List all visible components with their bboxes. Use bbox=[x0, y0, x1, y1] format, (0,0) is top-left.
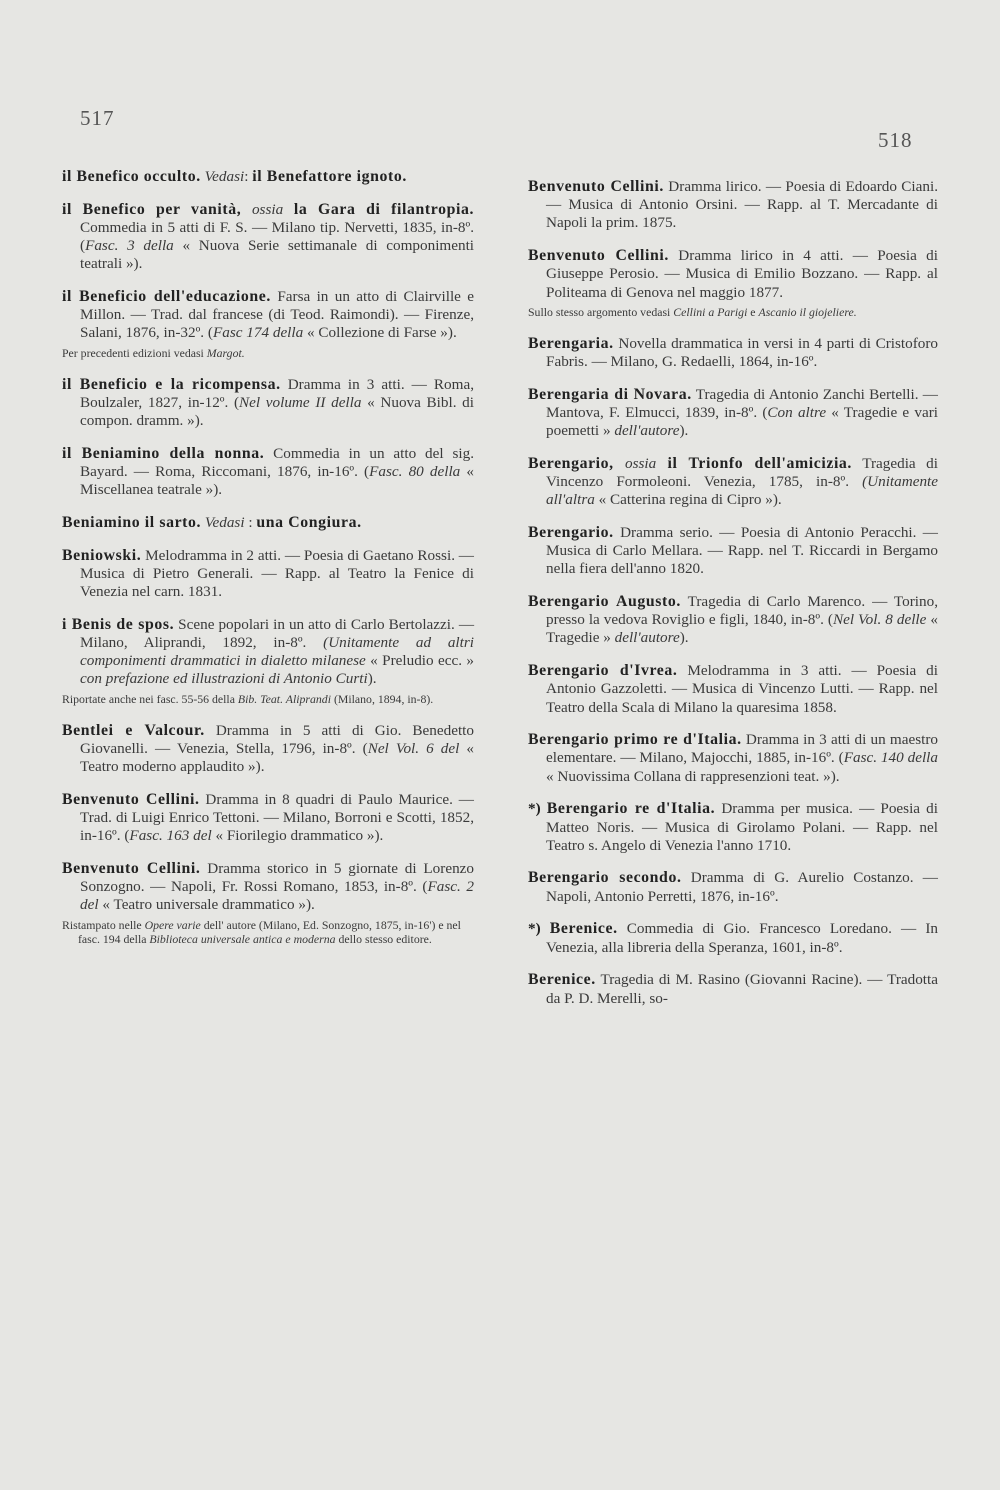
entry-text: Per precedenti edizioni vedasi bbox=[62, 346, 207, 361]
entry-title: Berengario d'Ivrea. bbox=[528, 662, 678, 680]
entry-title: Benvenuto Cellini. bbox=[528, 247, 669, 265]
catalog-entry bbox=[62, 616, 474, 689]
italic-text: Fasc 174 della bbox=[212, 324, 304, 342]
italic-text: Nel volume II della bbox=[239, 393, 362, 411]
entry-text: Melodramma in 2 atti. — Poesia di Gaetano Rossi. — Musica di Pietro Generali. — Rapp. al Teatro la Fenice di Venezia nel carn. 1831. bbox=[80, 546, 474, 601]
catalog-entry bbox=[528, 971, 938, 1007]
italic-text: (Unitamente ad altri componimenti drammatici in dialetto milanese bbox=[80, 633, 475, 670]
italic-text: Fasc. 163 del bbox=[129, 827, 212, 845]
italic-text: (Unitamente all'altra bbox=[546, 473, 938, 509]
entry-text: « Tragedie e vari poemetti » bbox=[546, 403, 938, 440]
entry-title: Beniamino il sarto. bbox=[62, 513, 202, 531]
entry-text: Farsa in un atto di Clairville e Millon. — Trad. dal francese (di Teod. Raimondi). — Firenze, Salani, 1876, in-32º. ( bbox=[80, 288, 475, 342]
italic-text: dell'autore bbox=[614, 422, 680, 440]
entry-title: Berengario primo re d'Italia. bbox=[528, 731, 742, 749]
entry-text: « Teatro universale drammatico »). bbox=[98, 896, 315, 914]
italic-text: Biblioteca universale antica e moderna bbox=[149, 931, 336, 946]
entry-title: una Congiura. bbox=[256, 513, 362, 531]
entry-text: ). bbox=[679, 422, 689, 440]
entry-text: Dramma per musica. — Poesia di Matteo Noris. — Musica di Girolamo Polani. — Rapp. nel Teatro s. Angelo di Venezia l'anno 1710. bbox=[546, 800, 938, 854]
entry-title: Berengario, bbox=[528, 454, 625, 472]
italic-text: Vedasi bbox=[204, 513, 245, 531]
italic-text: ossia bbox=[251, 200, 284, 218]
italic-text: Opere varie bbox=[144, 917, 201, 932]
catalog-entry bbox=[62, 288, 474, 343]
italic-text: dell'autore bbox=[614, 629, 680, 647]
entry-text: : bbox=[244, 168, 253, 185]
entry-text: Dramma storico in 5 giornate di Lorenzo Sonzogno. — Napoli, Fr. Rossi Romano, 1853, in-8º. ( bbox=[80, 859, 474, 896]
italic-text: Fasc. 140 della bbox=[843, 749, 938, 767]
entry-title: il Beneficio dell'educazione. bbox=[62, 288, 271, 306]
catalog-entry bbox=[528, 920, 938, 956]
catalog-entry bbox=[62, 201, 474, 274]
entry-title: Berengario. bbox=[528, 523, 614, 541]
entry-title: Bentlei e Valcour. bbox=[62, 721, 205, 739]
editorial-note bbox=[528, 306, 938, 320]
entry-text: Sullo stesso argomento vedasi bbox=[528, 305, 674, 320]
entry-title: il Benefico per vanità, bbox=[62, 200, 252, 218]
italic-text: Fasc. 3 della bbox=[85, 237, 174, 255]
entry-text: Ristampato nelle bbox=[62, 917, 145, 932]
entry-text: Commedia di Gio. Francesco Loredano. — In Venezia, alla libreria della Speranza, 1601, in-8º. bbox=[546, 920, 939, 956]
catalog-entry bbox=[62, 514, 474, 532]
entry-text: « Fiorilegio drammatico »). bbox=[211, 827, 384, 845]
catalog-entry bbox=[62, 376, 474, 431]
right-column bbox=[528, 178, 938, 1022]
entry-text: Dramma di G. Aurelio Costanzo. — Napoli, Antonio Perretti, 1876, in-16º. bbox=[546, 869, 938, 905]
entry-text: « Preludio ecc. » bbox=[365, 652, 474, 670]
catalog-entry bbox=[62, 547, 474, 602]
entry-title: Beniowski. bbox=[62, 546, 142, 564]
italic-text: ossia bbox=[624, 454, 657, 472]
italic-text: Ascanio il giojeliere. bbox=[758, 305, 857, 320]
entry-title: Berengario re d'Italia. bbox=[546, 800, 716, 818]
entry-title: il Benefico occulto. bbox=[62, 168, 201, 185]
entry-text: ). bbox=[679, 629, 689, 647]
entry-text: *) bbox=[528, 800, 547, 818]
entry-text: Novella drammatica in versi in 4 parti di Cristoforo Fabris. — Milano, G. Redaelli, 1864, in-16º. bbox=[546, 334, 938, 371]
entry-title: la Gara di filantropia. bbox=[283, 200, 475, 218]
catalog-entry bbox=[62, 722, 474, 777]
entry-text: « Nuovissima Collana di rappresenzioni teat. »). bbox=[546, 767, 840, 785]
entry-text: Commedia in un atto del sig. Bayard. — Roma, Riccomani, 1876, in-16º. ( bbox=[80, 444, 474, 481]
entry-title: Berengaria di Novara. bbox=[528, 385, 692, 403]
italic-text: Nel Vol. 8 delle bbox=[832, 611, 927, 629]
catalog-entry bbox=[528, 178, 938, 233]
catalog-entry bbox=[528, 869, 938, 905]
italic-text: Vedasi bbox=[204, 168, 245, 185]
entry-title: Benvenuto Cellini. bbox=[62, 790, 200, 808]
entry-text: « Nuova Bibl. di compon. dramm. »). bbox=[80, 393, 474, 430]
entry-text: « Collezione di Farse »). bbox=[303, 324, 457, 342]
entry-text: Dramma in 5 atti di Gio. Benedetto Giovanelli. — Venezia, Stella, 1796, in-8º. ( bbox=[80, 721, 474, 757]
entry-text: ). bbox=[367, 670, 377, 688]
entry-text: Tragedia di Carlo Marenco. — Torino, presso la vedova Roviglio e figli, 1840, in-8º. ( bbox=[546, 593, 938, 629]
catalog-entry bbox=[62, 445, 474, 500]
catalog-entry bbox=[62, 168, 474, 186]
italic-text: con prefazione ed illustrazioni di Antonio Curti bbox=[80, 670, 368, 688]
catalog-entry bbox=[528, 524, 938, 579]
entry-title: Berenice. bbox=[528, 971, 596, 989]
entry-title: Benvenuto Cellini. bbox=[528, 178, 664, 195]
entry-title: il Beniamino della nonna. bbox=[62, 444, 265, 462]
entry-title: il Trionfo dell'amicizia. bbox=[656, 454, 852, 472]
entry-text: Dramma lirico. — Poesia di Edoardo Ciani. — Musica di Antonio Orsini. — Rapp. al T. Mercadante di Napoli la prim. 1875. bbox=[546, 178, 938, 232]
entry-text: (Milano, 1894, in-8). bbox=[331, 692, 434, 707]
entry-text: « Miscellanea teatrale »). bbox=[80, 463, 475, 499]
entry-title: il Beneficio e la ricompensa. bbox=[62, 375, 281, 393]
entry-title: Berenice. bbox=[549, 920, 618, 938]
entry-text: e bbox=[747, 305, 759, 320]
catalog-entry bbox=[62, 791, 474, 846]
catalog-entry bbox=[528, 455, 938, 510]
entry-title: il Benefattore ignoto. bbox=[252, 168, 407, 185]
entry-text: Scene popolari in un atto di Carlo Bertolazzi. — Milano, Aliprandi, 1892, in-8º. bbox=[80, 615, 475, 651]
catalog-entry bbox=[528, 335, 938, 371]
page-number-left: 517 bbox=[80, 106, 115, 130]
entry-text: Tragedia di Antonio Zanchi Bertelli. — Mantova, F. Elmucci, 1839, in-8º. ( bbox=[546, 385, 938, 421]
catalog-entry bbox=[528, 800, 938, 855]
entry-text: Dramma in 3 atti di un maestro elementare. — Milano, Majocchi, 1885, in-16º. ( bbox=[546, 731, 938, 767]
entry-text: Commedia in 5 atti di F. S. — Milano tip. Nervetti, 1835, in-8º. ( bbox=[80, 218, 474, 255]
page-number-right: 518 bbox=[878, 128, 913, 152]
entry-text: « Tragedie » bbox=[546, 611, 939, 647]
catalog-entry bbox=[528, 731, 938, 786]
editorial-note bbox=[62, 693, 474, 707]
catalog-entry bbox=[528, 386, 938, 441]
entry-text: Dramma in 8 quadri di Paulo Maurice. — Trad. di Luigi Enrico Tettoni. — Milano, Borroni e Scotti, 1852, in-16º. ( bbox=[80, 790, 474, 845]
catalog-entry bbox=[62, 860, 474, 915]
entry-text: Tragedia di M. Rasino (Giovanni Racine). — Tradotta da P. D. Merelli, so- bbox=[546, 971, 938, 1007]
entry-title: Berengario secondo. bbox=[528, 869, 682, 887]
entry-text: : bbox=[244, 513, 257, 531]
catalog-entry bbox=[528, 247, 938, 302]
catalog-entry bbox=[528, 593, 938, 648]
entry-title: Berengaria. bbox=[528, 334, 614, 352]
italic-text: Fasc. 80 della bbox=[369, 463, 461, 481]
entry-text: dell' autore (Milano, Ed. Sonzogno, 1875, in-16') e nel fasc. 194 della bbox=[78, 917, 461, 946]
italic-text: Cellini a Parigi bbox=[673, 305, 748, 320]
italic-text: Nel Vol. 6 del bbox=[367, 739, 460, 757]
catalog-entry bbox=[528, 662, 938, 717]
entry-text: « Teatro moderno applaudito »). bbox=[80, 739, 475, 776]
entry-title: Berengario Augusto. bbox=[528, 593, 681, 611]
entry-text: Riportate anche nei fasc. 55-56 della bbox=[62, 692, 238, 707]
entry-text: Dramma lirico in 4 atti. — Poesia di Giuseppe Perosio. — Musica di Emilio Bozzano. — Rapp. al Politeama di Genova nel maggio 1877. bbox=[546, 247, 938, 301]
editorial-note bbox=[62, 347, 474, 361]
italic-text: Fasc. 2 del bbox=[80, 878, 474, 914]
entry-text: Tragedia di Vincenzo Formoleoni. Venezia, 1785, in-8º. bbox=[546, 454, 938, 491]
entry-text: dello stesso editore. bbox=[335, 931, 432, 946]
entry-text: « Nuova Serie settimanale di componimenti teatrali »). bbox=[80, 237, 475, 273]
italic-text: Con altre bbox=[767, 403, 827, 421]
left-column bbox=[62, 168, 474, 961]
italic-text: Bib. Teat. Aliprandi bbox=[237, 692, 331, 707]
entry-text: « Catterina regina di Cipro »). bbox=[594, 491, 782, 509]
entry-text: Melodramma in 3 atti. — Poesia di Antonio Gazzoletti. — Musica di Vincenzo Lutti. — Rapp. nel Teatro della Scala di Milano la quaresima 1858. bbox=[546, 662, 938, 716]
editorial-note bbox=[62, 919, 474, 946]
entry-title: i Benis de spos. bbox=[62, 615, 175, 633]
entry-text: Dramma serio. — Poesia di Antonio Peracchi. — Musica di Carlo Mellara. — Rapp. nel T. Riccardi in Bergamo nella fiera dell'anno 1820. bbox=[546, 523, 938, 578]
entry-text: *) bbox=[528, 920, 550, 938]
entry-title: Benvenuto Cellini. bbox=[62, 859, 201, 877]
italic-text: Margot. bbox=[206, 346, 245, 361]
entry-text: Dramma in 3 atti. — Roma, Boulzaler, 1827, in-12º. ( bbox=[80, 375, 474, 411]
